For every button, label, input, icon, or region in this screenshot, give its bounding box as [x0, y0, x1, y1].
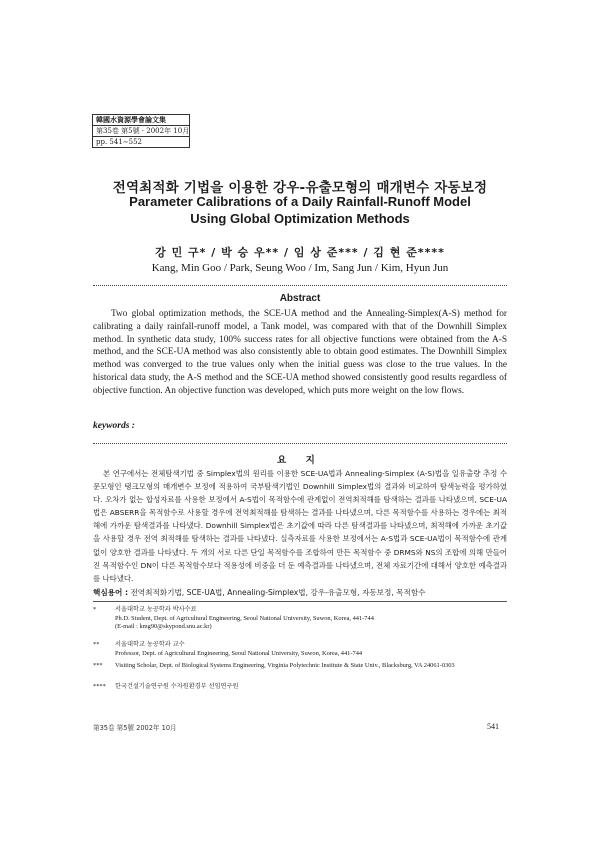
dotted-divider-top — [93, 285, 507, 286]
journal-pages: pp. 541∼552 — [96, 138, 142, 146]
abstract-text: Two global optimization methods, the SCE-UA method and the Annealing-Simplex(A-S) method for calibrating a daily rainfall-runoff model, a Tank model, was compared with that of the Downhill Simplex method. In synthetic data study, 100% success rates for all objective functions were obtained from the A-S method, and the SCE-UA method was also consistently able to obtain good estimates. The Downhill Simplex method was converged to the true values only when the initial guess was close to the true values. In the historical data study, the A-S method and the SCE-UA method showed consistently good results regardless of objective function. An objective function was developed, which puts more weight on the low flows. — [93, 309, 507, 396]
footnote-rule — [93, 601, 507, 602]
page-number: 541 — [487, 722, 499, 731]
title-english-line2: Using Global Optimization Methods — [190, 211, 410, 226]
korean-keywords — [93, 587, 507, 598]
footnote-line: (E-mail : kmg90@skypond.snu.ac.kr) — [115, 623, 212, 631]
authors-english: Kang, Min Goo / Park, Seung Woo / Im, Sang Jun / Kim, Hyun Jun — [151, 262, 449, 274]
footnote-line: 서울대학교 농공학과 교수 — [115, 641, 185, 648]
journal-name: 韓國水資源學會論文集 — [93, 115, 189, 126]
footnote-mark: * — [93, 606, 97, 613]
title-korean: 전역최적화 기법을 이용한 강우-유출모형의 매개변수 자동보정 — [112, 180, 488, 196]
korean-abstract-body — [93, 467, 507, 585]
authors-korean: 강 민 구* / 박 승 우** / 임 상 준*** / 김 현 준**** — [155, 246, 445, 259]
footnote-mark: *** — [93, 662, 103, 669]
footnote-line: Professor, Dept. of Agricultural Engineering, Seoul National University, Suwon, Korea, 441-744 — [115, 649, 363, 657]
korean-abstract-heading: 요 지 — [277, 455, 323, 466]
footnote-line: Visiting Scholar, Dept. of Biological Systems Engineering, Virginia Polytechnic Institute & State Univ., Blacksburg, VA 24061-0303 — [115, 662, 455, 669]
dotted-divider-bottom — [93, 443, 507, 444]
abstract-keywords-label: keywords : — [93, 421, 135, 431]
footer-issue: 第35卷 第5號 2002年 10月 — [93, 724, 177, 732]
footnote-line: Ph.D. Student, Dept. of Agricultural Engineering, Seoul National University, Suwon, Korea, 441-744 — [115, 614, 374, 622]
footnote-4 — [93, 683, 513, 692]
footnote-1 — [93, 606, 513, 632]
journal-info-box — [92, 114, 190, 148]
abstract-heading: Abstract — [279, 293, 321, 304]
footnote-2 — [93, 641, 513, 658]
korean-keywords-list: 전역최적화기법, SCE-UA법, Annealing-Simplex법, 강우-유출모형, 자동보정, 목적함수 — [130, 588, 426, 597]
footnote-line: 한국건설기술연구원 수자원환경부 선임연구원 — [115, 683, 239, 690]
footnote-3 — [93, 662, 513, 671]
footnote-line: 서울대학교 농공학과 박사수료 — [115, 606, 197, 613]
footnote-mark: **** — [93, 683, 106, 690]
journal-volume: 第35卷 第5號 · 2002年 10月 — [93, 126, 189, 137]
title-english-line1: Parameter Calibrations of a Daily Rainfall-Runoff Model — [129, 194, 471, 209]
korean-abstract-text: 본 연구에서는 전체탐색기법 중 Simplex법의 원리를 이용한 SCE-UA법과 Annealing-Simplex (A-S)법을 일유출량 추정 수문모형인 탱크모형의 매개변수 보정에 적용하여 국부탐색기법인 Downhill Simplex법의 결과와 비교하여 탐색능력을 평가하였다. 오차가 없는 합성자료를 사용한 보정에서 A-S법이 목적함수에 관계없이 전역최적해를 탐색하는 결과를 나타냈으며, SCE-UA법은 ABSERR을 목적함수로 사용할 경우에 전역최적해를 탐색하는 결과를 나타냈으며, 다른 목적함수를 사용하는 경우에는 최적해에 가까운 탐색결과를 나타냈다. Downhill Simplex법은 초기값에 따라 다른 탐색결과를 나타냈으며, 최적해에 가까운 초기값을 사용할 경우 전역 최적해를 탐색하는 결과를 나타냈다. 실측자료를 사용한 보정에서는 A-S법과 SCE-UA법이 목적함수에 관계없이 양호한 결과를 나타냈다. 두 개의 서로 다른 단일 목적함수를 조합하여 만든 목적함수 중 DRMS와 NS의 조합에 의해 만들어진 목적함수인 DN이 다른 목적함수보다 적용성에 비중을 더 둔 예측결과를 나타냈으며, 전체 자료기간에 대해서 양호한 예측결과를 나타냈다. — [93, 469, 507, 583]
footnote-mark: ** — [93, 641, 100, 648]
abstract-body — [93, 308, 507, 398]
korean-keywords-label: 핵심용어 : — [93, 588, 129, 597]
